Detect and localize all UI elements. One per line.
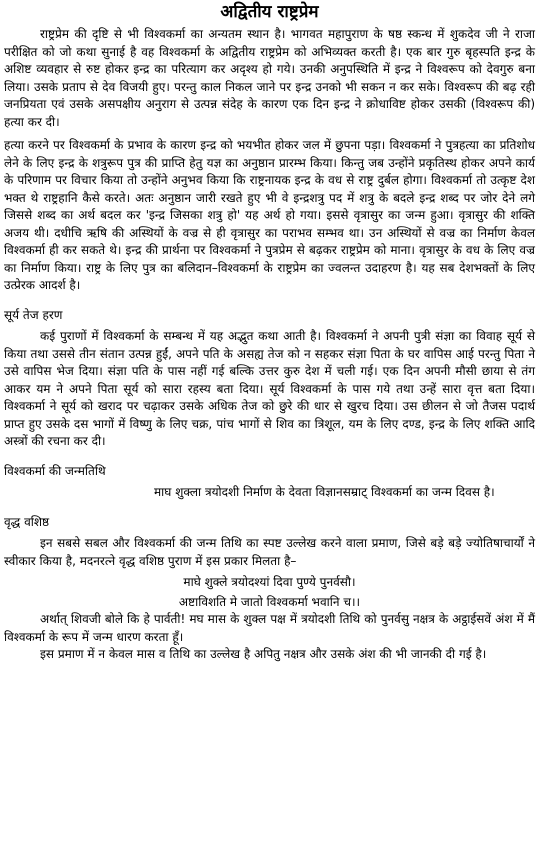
section-heading-janmatithi: विश्वकर्मा की जन्मतिथि (4, 463, 106, 478)
spacer (4, 502, 535, 514)
section-paragraph-surya: कई पुराणों में विश्वकर्मा के सम्बन्ध में यह अद्भुत कथा आती है। विश्वकर्मा ने अपनी पुत्री संज्ञा का विवाह सूर्य से किया तथा उससे तीन संतान उत्पन्न हुईं, अपने पति के असह्य तेज को न सहकर संज्ञा पिता के घर वापिस आई परन्तु पिता ने उसे वापिस भेज दिया। संज्ञा पति के पास नहीं गई बल्कि उत्तर कुरु देश में चली गई। एक दिन अपनी मौसी छाया से तंग आकर यम ने अपने पिता सूर्य को सारा रहस्य बता दिया। सूर्य विश्वकर्मा के पास गये तथा उन्हें सारा वृत्त बता दिया। विश्वकर्मा ने सूर्य को खराद पर चढ़ाकर उसके अधिक तेज को छुरे की धार से खुरच दिया। उस छीलन से जो तैजस पदार्थ प्राप्त हुए उसके दस भागों में विष्णु के लिए चक्र, पांच भागों से शिव का त्रिशूल, यम के लिए दण्ड, इन्द्र के लिए शक्ति आदि अस्त्रों की रचना कर दी। (4, 329, 535, 448)
page-title: अद्वितीय राष्ट्रप्रेम (220, 2, 319, 22)
closing-paragraph: इस प्रमाण में न केवल मास व तिथि का उल्लेख है अपितु नक्षत्र और उसके अंश की भी जानकी दी गई है। (40, 647, 487, 661)
verse-line-2: अष्टाविशति मे जातो विश्वकर्मा भवानि च।। (178, 594, 361, 609)
section-paragraph-vridh-vashisht: इन सबसे सबल और विश्वकर्मा की जन्म तिथि का स्पष्ट उल्लेख करने वाला प्रमाण, जिसे बड़े बड़े ज्योतिषाचार्यों ने स्वीकार किया है, मदनरत्ने वृद्ध वशिष्ठ पुराण में इस प्रकार मिलता है– (4, 536, 535, 568)
section-paragraph-janmatithi: माघ शुक्ला त्रयोदशी निर्माण के देवता विज्ञानसम्राट् विश्वकर्मा का जन्म दिवस है। (154, 485, 495, 499)
section-heading-surya: सूर्य तेज हरण (4, 307, 63, 322)
section-heading-vridh-vashisht: वृद्ध वशिष्ठ (4, 514, 50, 529)
spacer (4, 451, 535, 463)
intro-paragraph-2: हत्या करने पर विश्वकर्मा के प्रभाव के कारण इन्द्र को भयभीत होकर जल में छुपना पड़ा। विश्वकर्मा ने पुत्रहत्या का प्रतिशोध लेने के लिए इन्द्र के शत्रुरूप पुत्र की प्राप्ति हेतु यज्ञ का अनुष्ठान प्रारम्भ किया। किन्तु जब उन्होंने प्रकृतिस्थ होकर अपने कार्य के परिणाम पर विचार किया तो उन्होंने अनुभव किया कि राष्ट्रनायक इन्द्र के वध से राष्ट्र दुर्बल होगा। विश्वकर्मा तो उत्कृष्ट देश भक्त थे राष्ट्रहानि कैसे करते। अतः अनुष्ठान जारी रखते हुए भी वे इन्द्रशत्रु पद में शत्रु के बदले इन्द्र शब्द पर जोर देने लगे जिससे शब्द का अर्थ बदल कर 'इन्द्र जिसका शत्रु हो' यह अर्थ हो गया। इससे वृत्रासुर का जन्म हुआ। वृत्रासुर की शक्ति अजय थी। दधीचि ऋषि की अस्थियों के वज्र से ही वृत्रासुर का पराभव सम्भव था। उन अस्थियों से वज्र का निर्माण केवल विश्वकर्मा ही कर सकते थे। इन्द्र की प्रार्थना पर विश्वकर्मा ने पुत्रप्रेम से बढ़कर राष्ट्रप्रेम को माना। वृत्रासुर के वध के लिए वज्र का निर्माण किया। राष्ट्र के लिए पुत्र का बलिदान–विश्वकर्मा के राष्ट्रप्रेम का ज्वलन्त उदाहरण है। यह सब देशभक्तों के लिए उत्प्रेरक आदर्श है। (4, 138, 535, 292)
spacer (4, 295, 535, 307)
verse-line-1: माघे शुक्ले त्रयोदश्यां दिवा पुण्ये पुनर्वसौ। (183, 575, 356, 589)
verse-meaning-paragraph: अर्थात् शिवजी बोले कि हे पार्वती! मघ मास के शुक्ल पक्ष में त्रयोदशी तिथि को पुनर्वसु नक्षत्र के अट्ठाईसवें अंश में मैं विश्वकर्मा के रूप में जन्म धारण करता हूँ। (4, 612, 535, 644)
intro-paragraph-1: राष्ट्रप्रेम की दृष्टि से भी विश्वकर्मा का अन्यतम स्थान है। भागवत महापुराण के षष्ठ स्कन्ध में शुकदेव जी ने राजा परीक्षित को जो कथा सुनाई है वह विश्वकर्मा के अद्वितीय राष्ट्रप्रेम को अभिव्यक्त करती है। एक बार गुरु बृहस्पति इन्द्र के अशिष्ट व्यवहार से रुष्ट होकर इन्द्र का परित्याग कर अदृश्य हो गये। उनकी अनुपस्थिति में इन्द्र ने विश्वरूप को देवगुरु बना लिया। उसके प्रताप से देव विजयी हुए। परन्तु काल निकल जाने पर इन्द्र उनको भी सकन न कर सके। विश्वरूप की बढ़ रही जनप्रियता एवं उसके असपक्षीय अनुराग से उत्पन्न संदेह के कारण एक दिन इन्द्र ने क्रोधाविष्ट होकर उसकी (विश्वरूप की) हत्या कर दी। (4, 27, 535, 129)
